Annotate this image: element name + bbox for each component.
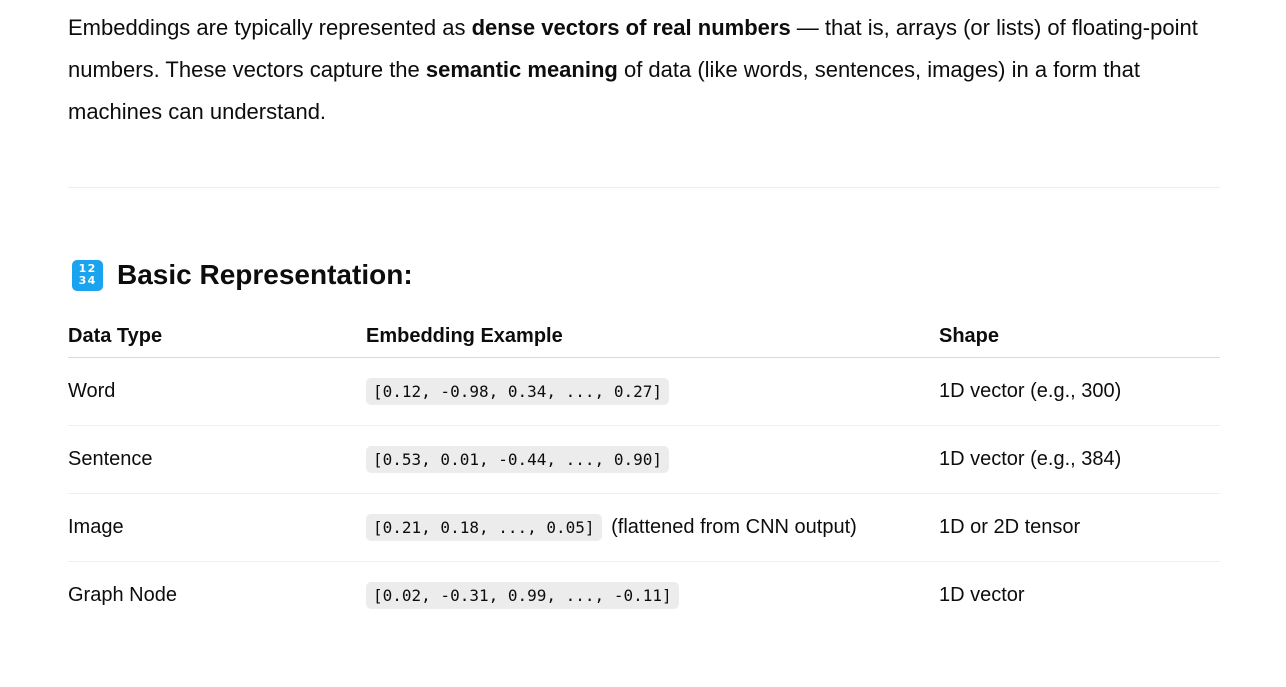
cell-embedding-example bbox=[366, 494, 939, 562]
cell-data-type: Word bbox=[68, 358, 366, 426]
icon-digit: 1 bbox=[78, 261, 87, 275]
chat-message-content bbox=[68, 0, 1220, 606]
cell-shape: 1D vector bbox=[939, 584, 1025, 606]
header-data-type: Data Type bbox=[68, 315, 366, 358]
intro-bold-dense-vectors: dense vectors of real numbers bbox=[471, 15, 791, 40]
header-embedding-example: Embedding Example bbox=[366, 315, 939, 358]
cell-embedding-example bbox=[366, 358, 939, 426]
section-divider bbox=[68, 187, 1220, 188]
header-shape: Shape bbox=[939, 315, 1220, 358]
cell-shape: 1D vector (e.g., 300) bbox=[939, 358, 1220, 426]
cell-data-type: Image bbox=[68, 494, 366, 562]
table-row bbox=[68, 494, 1220, 562]
table-row bbox=[68, 358, 1220, 426]
input-numbers-icon bbox=[72, 260, 103, 291]
intro-text-2: — that is, arrays (or lists) of floating-point numbers. These vectors capture the bbox=[68, 15, 1198, 82]
intro-text-3: of data (like words, sentences, images) in a form that machines can understand. bbox=[68, 57, 1140, 124]
cell-data-type: Graph Node bbox=[68, 584, 177, 606]
table-row bbox=[68, 562, 1220, 630]
table-header-row bbox=[68, 315, 1220, 358]
inline-code: [0.53, 0.01, -0.44, ..., 0.90] bbox=[366, 446, 669, 473]
inline-code: [0.12, -0.98, 0.34, ..., 0.27] bbox=[366, 378, 669, 405]
cell-note: (flattened from CNN output) bbox=[611, 516, 857, 538]
icon-digit: 3 bbox=[78, 273, 87, 287]
section-title: Basic Representation: bbox=[117, 259, 413, 290]
cell-data-type: Sentence bbox=[68, 426, 366, 494]
intro-text-1: Embeddings are typically represented as bbox=[68, 15, 472, 40]
cell-embedding-example bbox=[366, 426, 939, 494]
intro-paragraph bbox=[68, 0, 1220, 133]
representation-table bbox=[68, 315, 1220, 629]
intro-bold-semantic-meaning: semantic meaning bbox=[425, 57, 618, 82]
cell-embedding-example bbox=[366, 562, 939, 630]
icon-digit: 2 bbox=[87, 261, 96, 275]
inline-code: [0.21, 0.18, ..., 0.05] bbox=[366, 514, 602, 541]
table-row bbox=[68, 426, 1220, 494]
section-heading bbox=[68, 255, 413, 295]
inline-code: [0.02, -0.31, 0.99, ..., -0.11] bbox=[366, 582, 679, 609]
cell-shape: 1D vector (e.g., 384) bbox=[939, 426, 1220, 494]
icon-digit: 4 bbox=[87, 273, 96, 287]
cell-shape: 1D or 2D tensor bbox=[939, 494, 1220, 562]
